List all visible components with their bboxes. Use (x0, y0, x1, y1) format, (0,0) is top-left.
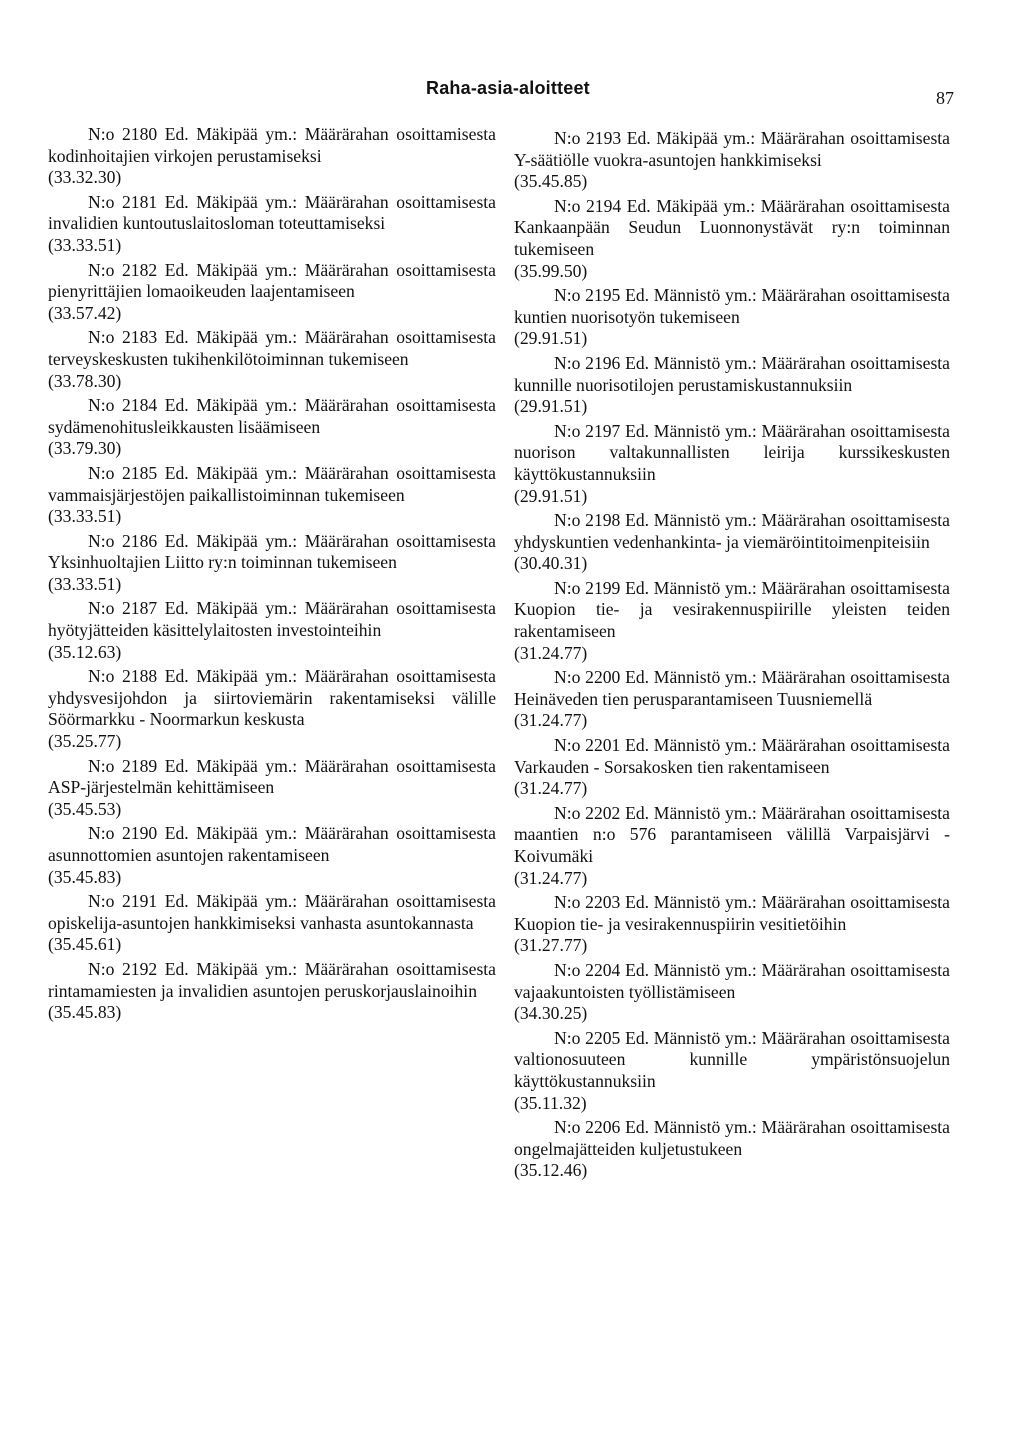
budget-code: (33.57.42) (48, 302, 122, 323)
motion-text: N:o 2191 Ed. Mäkipää ym.: Määrärahan osoittamisesta opiskelija-asuntojen hankkimiseksi vanhasta asuntokannasta (48, 891, 496, 933)
motion-entry (514, 667, 950, 732)
right-column (514, 128, 950, 1185)
motion-entry (48, 192, 496, 257)
motion-entry (48, 327, 496, 392)
motion-entry (48, 463, 496, 528)
budget-code: (31.24.77) (514, 867, 588, 888)
budget-code: (29.91.51) (514, 396, 588, 417)
budget-code: (35.25.77) (48, 731, 122, 752)
motion-text: N:o 2189 Ed. Mäkipää ym.: Määrärahan osoittamisesta ASP-järjestelmän kehittämiseen (48, 755, 496, 798)
motion-text: N:o 2205 Ed. Männistö ym.: Määrärahan osoittamisesta valtionosuuteen kunnille ympäristönsuojelun käyttökustannuksiin (514, 1027, 950, 1091)
budget-code: (33.79.30) (48, 438, 122, 459)
budget-code: (33.32.30) (48, 167, 122, 188)
motion-text: N:o 2203 Ed. Männistö ym.: Määrärahan osoittamisesta Kuopion tie- ja vesirakennuspiirin vesitietöihin (514, 892, 950, 934)
motion-text: N:o 2192 Ed. Mäkipää ym.: Määrärahan osoittamisesta rintamamiesten ja invalidien asuntojen peruskorjauslainoihin (48, 958, 496, 1001)
motion-entry (514, 128, 950, 193)
motion-entry (514, 735, 950, 800)
motion-entry (48, 959, 496, 1024)
motion-text: N:o 2184 Ed. Mäkipää ym.: Määrärahan osoittamisesta sydämenohitusleikkausten lisäämiseen (48, 395, 496, 437)
motion-text: N:o 2193 Ed. Mäkipää ym.: Määrärahan osoittamisesta Y-säätiölle vuokra-asuntojen hankkimiseksi (514, 128, 950, 170)
motion-entry (514, 960, 950, 1025)
motion-text: N:o 2197 Ed. Männistö ym.: Määrärahan osoittamisesta nuorison valtakunnallisten leirija kurssikeskusten käyttökustannuksiin (514, 420, 950, 484)
budget-code: (35.45.85) (514, 171, 588, 192)
page-header (0, 78, 1024, 108)
motion-text: N:o 2199 Ed. Männistö ym.: Määrärahan osoittamisesta Kuopion tie- ja vesirakennuspiirille yleisten teiden rakentamiseen (514, 577, 950, 642)
budget-code: (35.12.63) (48, 641, 122, 662)
motion-text: N:o 2186 Ed. Mäkipää ym.: Määrärahan osoittamisesta Yksinhuoltajien Liitto ry:n toiminnan tukemiseen (48, 530, 496, 573)
motion-entry (48, 124, 496, 189)
motion-text: N:o 2195 Ed. Männistö ym.: Määrärahan osoittamisesta kuntien nuorisotyön tukemiseen (514, 285, 950, 327)
motion-entry (48, 823, 496, 888)
page-number: 87 (936, 88, 954, 108)
motion-entry (48, 260, 496, 325)
budget-code: (35.45.83) (48, 866, 122, 887)
budget-code: (35.11.32) (514, 1092, 587, 1113)
budget-code: (29.91.51) (514, 328, 588, 349)
motion-entry (514, 1117, 950, 1182)
motion-entry (514, 892, 950, 957)
budget-code: (33.33.51) (48, 573, 122, 594)
motion-entry (48, 395, 496, 460)
motion-text: N:o 2201 Ed. Männistö ym.: Määrärahan osoittamisesta Varkauden - Sorsakosken tien rakentamiseen (514, 735, 950, 777)
motion-entry (514, 578, 950, 664)
budget-code: (35.45.83) (48, 1002, 122, 1023)
motion-text: N:o 2181 Ed. Mäkipää ym.: Määrärahan osoittamisesta invalidien kuntoutuslaitosloman toteuttamiseksi (48, 191, 496, 234)
motion-text: N:o 2188 Ed. Mäkipää ym.: Määrärahan osoittamisesta yhdysvesijohdon ja siirtoviemärin rakentamiseksi välille Söörmarkku - Noormarkun keskusta (48, 666, 496, 730)
budget-code: (34.30.25) (514, 1003, 588, 1024)
motion-text: N:o 2182 Ed. Mäkipää ym.: Määrärahan osoittamisesta pienyrittäjien lomaoikeuden laajentamiseen (48, 259, 496, 302)
budget-code: (35.45.53) (48, 798, 122, 819)
motion-entry (514, 803, 950, 889)
motion-entry (514, 510, 950, 575)
motion-text: N:o 2200 Ed. Männistö ym.: Määrärahan osoittamisesta Heinäveden tien perusparantamiseen Tuusniemellä (514, 667, 950, 709)
budget-code: (31.24.77) (514, 710, 588, 731)
motion-entry (48, 666, 496, 752)
budget-code: (35.99.50) (514, 260, 588, 281)
budget-code: (31.24.77) (514, 642, 588, 663)
motion-text: N:o 2198 Ed. Männistö ym.: Määrärahan osoittamisesta yhdyskuntien vedenhankinta- ja viemäröintitoimenpiteisiin (514, 510, 950, 552)
budget-code: (33.78.30) (48, 370, 122, 391)
budget-code: (31.27.77) (514, 935, 588, 956)
motion-entry (48, 531, 496, 596)
motion-entry (48, 598, 496, 663)
motion-entry (514, 285, 950, 350)
motion-entry (514, 1028, 950, 1114)
motion-text: N:o 2196 Ed. Männistö ym.: Määrärahan osoittamisesta kunnille nuorisotilojen perustamiskustannuksiin (514, 352, 950, 395)
budget-code: (33.33.51) (48, 506, 122, 527)
motion-text: N:o 2185 Ed. Mäkipää ym.: Määrärahan osoittamisesta vammaisjärjestöjen paikallistoiminnan tukemiseen (48, 462, 496, 505)
motion-text: N:o 2194 Ed. Mäkipää ym.: Määrärahan osoittamisesta Kankaanpään Seudun Luonnonystävät ry:n toiminnan tukemiseen (514, 195, 950, 259)
running-title: Raha-asia-aloitteet (426, 78, 590, 98)
motion-entry (514, 196, 950, 282)
motion-text: N:o 2187 Ed. Mäkipää ym.: Määrärahan osoittamisesta hyötyjätteiden käsittelylaitosten investointeihin (48, 598, 496, 641)
motion-text: N:o 2183 Ed. Mäkipää ym.: Määrärahan osoittamisesta terveyskeskusten tukihenkilötoiminnan tukemiseen (48, 327, 496, 369)
left-column (48, 124, 496, 1027)
motion-text: N:o 2206 Ed. Männistö ym.: Määrärahan osoittamisesta ongelmajätteiden kuljetustukeen (514, 1117, 950, 1159)
budget-code: (35.45.61) (48, 934, 122, 955)
budget-code: (31.24.77) (514, 778, 588, 799)
budget-code: (35.12.46) (514, 1160, 588, 1181)
budget-code: (29.91.51) (514, 485, 588, 506)
motion-text: N:o 2180 Ed. Mäkipää ym.: Määrärahan osoittamisesta kodinhoitajien virkojen perustamiseksi (48, 124, 496, 166)
motion-entry (48, 756, 496, 821)
budget-code: (33.33.51) (48, 234, 122, 255)
motion-entry (514, 421, 950, 507)
budget-code: (30.40.31) (514, 553, 588, 574)
motion-entry (514, 353, 950, 418)
motion-text: N:o 2190 Ed. Mäkipää ym.: Määrärahan osoittamisesta asunnottomien asuntojen rakentamiseen (48, 823, 496, 865)
motion-text: N:o 2202 Ed. Männistö ym.: Määrärahan osoittamisesta maantien n:o 576 parantamiseen välillä Varpaisjärvi - Koivumäki (514, 802, 950, 866)
motion-entry (48, 891, 496, 956)
motion-text: N:o 2204 Ed. Männistö ym.: Määrärahan osoittamisesta vajaakuntoisten työllistämiseen (514, 959, 950, 1002)
